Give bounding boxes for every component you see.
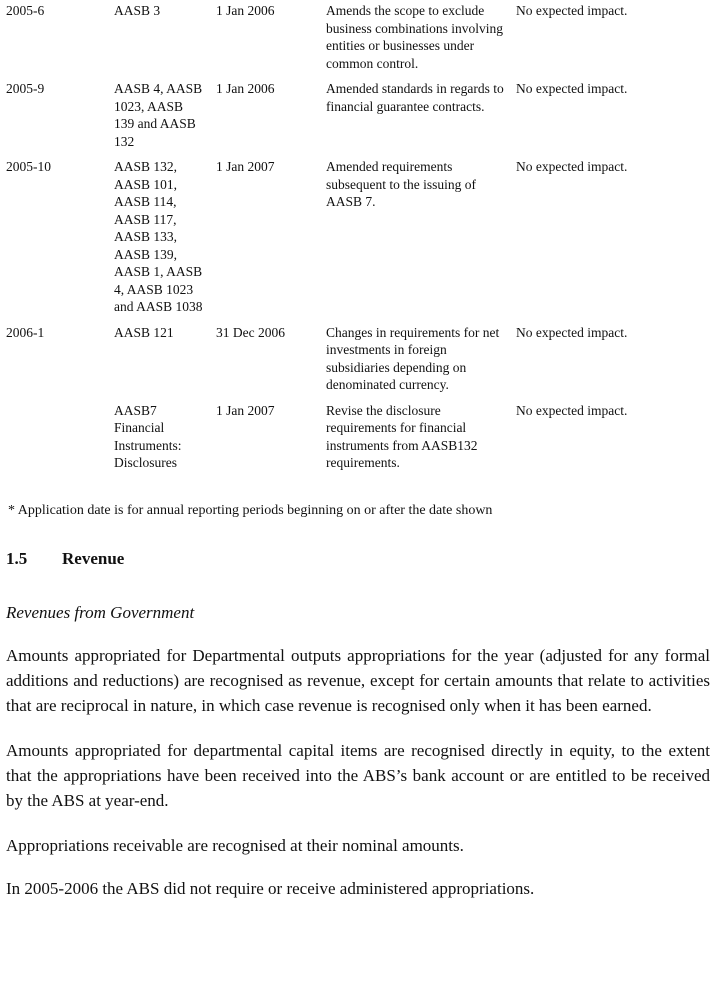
section-title: Revenue xyxy=(62,548,125,568)
section-number: 1.5 xyxy=(6,548,28,568)
cell-description: Amended standards in regards to financial guarantee contracts. xyxy=(326,81,504,114)
cell-application-date: 1 Jan 2007 xyxy=(216,402,275,418)
cell-impact: No expected impact. xyxy=(516,3,628,18)
cell-standards-affected: AASB7 Financial Instruments: Disclosures xyxy=(114,402,182,470)
cell-standard-id: 2006-1 xyxy=(6,324,45,340)
cell-standards-affected: AASB 132, AASB 101, AASB 114, AASB 117, AASB 133, AASB 139, AASB 1, AASB 4, AASB 1023 and AASB 1038 xyxy=(114,159,203,314)
table-row xyxy=(6,324,710,402)
application-date-footnote: * Application date is for annual reporting periods beginning on or after the date shown xyxy=(8,502,493,518)
cell-standard-id: 2005-9 xyxy=(6,81,45,96)
standards-table xyxy=(6,2,710,480)
cell-application-date: 1 Jan 2006 xyxy=(216,81,275,96)
table-row xyxy=(6,158,710,324)
cell-description: Amended requirements subsequent to the issuing of AASB 7. xyxy=(326,159,476,209)
cell-impact: No expected impact. xyxy=(516,159,628,174)
cell-standards-affected: AASB 4, AASB 1023, AASB 139 and AASB 132 xyxy=(114,81,203,149)
paragraph-appropriations-receivable: Appropriations receivable are recognised at their nominal amounts. xyxy=(6,835,464,855)
cell-impact: No expected impact. xyxy=(516,324,628,340)
cell-standards-affected: AASB 121 xyxy=(114,324,174,340)
subsection-heading: Revenues from Government xyxy=(6,602,195,622)
cell-description: Revise the disclosure requirements for financial instruments from AASB132 requirements. xyxy=(326,402,478,470)
cell-description: Changes in requirements for net investments in foreign subsidiaries depending on denominated currency. xyxy=(326,324,500,392)
table-row xyxy=(6,2,710,80)
paragraph-departmental-outputs: Amounts appropriated for Departmental outputs appropriations for the year (adjusted for any formal additions and reductions) are recognised as revenue, except for certain amounts that relate to activities that are reciprocal in nature, in which case revenue is recognised only when it has been earned. xyxy=(6,645,710,715)
paragraph-administered-appropriations: In 2005-2006 the ABS did not require or receive administered appropriations. xyxy=(6,878,535,898)
cell-application-date: 1 Jan 2007 xyxy=(216,159,275,174)
cell-impact: No expected impact. xyxy=(516,402,628,418)
cell-standard-id: 2005-6 xyxy=(6,3,45,18)
cell-application-date: 1 Jan 2006 xyxy=(216,3,275,18)
paragraph-capital-items: Amounts appropriated for departmental capital items are recognised directly in equity, to the extent that the appropriations have been received into the ABS’s bank account or are entitled to be received by the ABS at year-end. xyxy=(6,740,710,810)
cell-impact: No expected impact. xyxy=(516,81,628,96)
table-row xyxy=(6,80,710,158)
cell-standard-id xyxy=(6,402,114,480)
table-row xyxy=(6,402,710,480)
cell-description: Amends the scope to exclude business combinations involving entities or businesses under common control. xyxy=(326,3,503,71)
cell-standards-affected: AASB 3 xyxy=(114,3,161,18)
section-heading xyxy=(6,548,710,570)
cell-application-date: 31 Dec 2006 xyxy=(216,324,285,340)
cell-standard-id: 2005-10 xyxy=(6,159,51,174)
